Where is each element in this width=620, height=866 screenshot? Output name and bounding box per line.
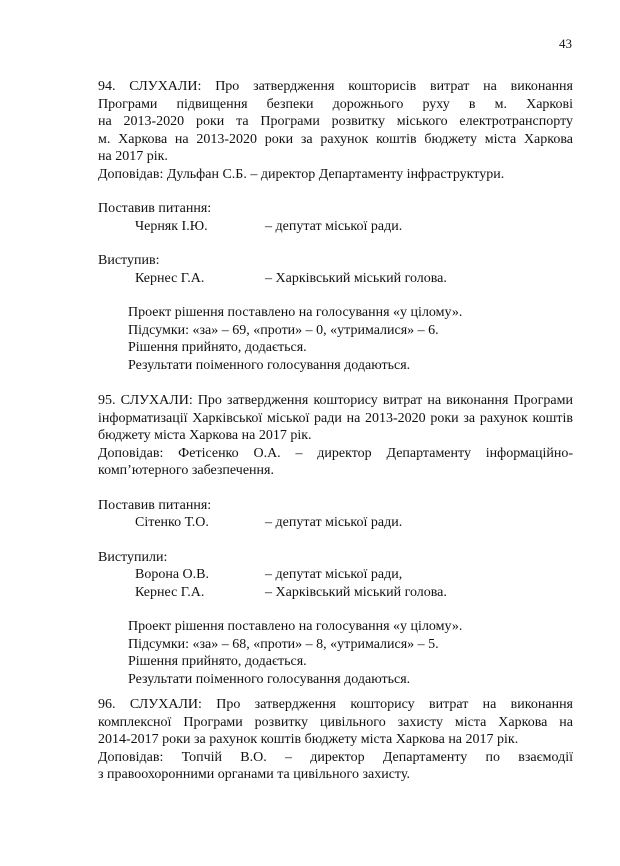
reporter-line: з правоохоронними органами та цивільного захисту.	[98, 767, 410, 782]
speakers-label: Виступив:	[98, 253, 160, 268]
speaker-role: – депутат міської ради,	[265, 567, 403, 582]
speaker-name: Ворона О.В.	[135, 567, 209, 582]
result-line: Рішення прийнято, додається.	[128, 340, 307, 355]
speaker-role: – Харківський міський голова.	[265, 584, 447, 600]
reporter-line: Доповідав: Фетісенко О.А. – директор Департаменту інформаційно-	[98, 445, 573, 461]
agenda-item-94	[98, 78, 573, 374]
speakers-label: Виступили:	[98, 549, 168, 565]
proposer-role: – депутат міської ради.	[265, 515, 403, 530]
item-heading-line: інформатизації Харківської міської ради на 2013-2020 роки за рахунок коштів	[98, 410, 573, 426]
result-line: Підсумки: «за» – 69, «проти» – 0, «утрималися» – 6.	[128, 322, 439, 338]
result-line: Результати поіменного голосування додаються.	[128, 357, 411, 373]
proposer-row	[98, 218, 573, 236]
proposer-name: Сітенко Т.О.	[135, 515, 209, 530]
speaker-name: Кернес Г.А.	[135, 270, 205, 286]
proposer-role: – депутат міської ради.	[265, 218, 403, 234]
item-heading-line: м. Харкова на 2013-2020 роки за рахунок коштів бюджету міста Харкова	[98, 131, 573, 147]
reporter-line: Доповідав: Топчій В.О. – директор Департаменту по взаємодії	[98, 749, 573, 765]
item-heading-line: бюджету міста Харкова на 2017 рік.	[98, 428, 312, 443]
proposer-name: Черняк І.Ю.	[135, 218, 208, 234]
proposer-row	[98, 514, 573, 532]
speaker-row	[98, 270, 573, 288]
speaker-row	[98, 566, 573, 584]
reporter-line: комп’ютерного забезпечення.	[98, 463, 274, 478]
result-line: Результати поіменного голосування додаються.	[128, 671, 411, 687]
agenda-item-96	[98, 696, 573, 784]
speaker-role: – Харківський міський голова.	[265, 270, 447, 286]
item-heading-line: Програми підвищення безпеки дорожнього руху в м. Харкові	[98, 96, 573, 112]
result-line: Рішення прийнято, додається.	[128, 654, 307, 669]
item-heading-line: на 2017 рік.	[98, 149, 168, 164]
item-heading-line: 96. СЛУХАЛИ: Про затвердження кошторису витрат на виконання	[98, 697, 573, 712]
item-heading-line: комплексної Програми розвитку цивільного захисту міста Харкова на	[98, 714, 573, 730]
agenda-item-95	[98, 392, 573, 688]
speaker-name: Кернес Г.А.	[135, 584, 205, 600]
proposer-label: Поставив питання:	[98, 497, 212, 513]
reporter-line: Доповідав: Дульфан С.Б. – директор Департаменту інфраструктури.	[98, 166, 505, 182]
item-heading-line: 94. СЛУХАЛИ: Про затвердження кошторисів витрат на виконання	[98, 79, 573, 94]
item-heading-line: 95. СЛУХАЛИ: Про затвердження кошторису витрат на виконання Програми	[98, 393, 573, 408]
result-line: Підсумки: «за» – 68, «проти» – 8, «утрималися» – 5.	[128, 636, 439, 652]
item-heading-line: на 2013-2020 роки та Програми розвитку міського електротранспорту	[98, 114, 573, 129]
speaker-row	[98, 584, 573, 602]
page-number: 43	[559, 36, 572, 51]
item-heading-line: 2014-2017 роки за рахунок коштів бюджету міста Харкова на 2017 рік.	[98, 732, 519, 747]
result-line: Проект рішення поставлено на голосування «у цілому».	[128, 619, 463, 634]
proposer-label: Поставив питання:	[98, 201, 212, 216]
result-line: Проект рішення поставлено на голосування «у цілому».	[128, 305, 463, 320]
